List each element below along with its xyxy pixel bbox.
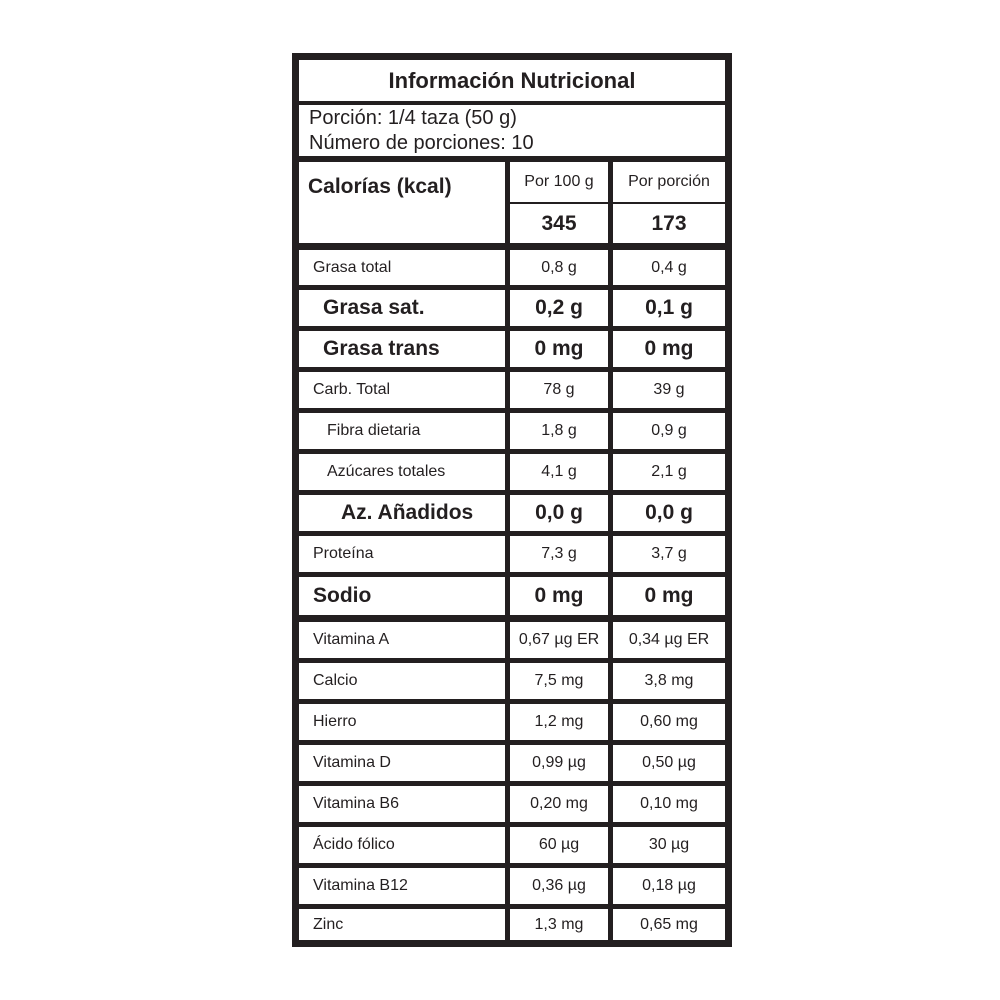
nutrient-perportion-sodium: 0 mg	[613, 577, 725, 615]
column-header-per-portion: Por porción	[613, 162, 725, 202]
nutrient-name-trans-fat: Grasa trans	[299, 331, 505, 367]
nutrient-per100-saturated-fat: 0,2 g	[510, 290, 608, 326]
nutrient-per100-total-sugars: 4,1 g	[510, 454, 608, 490]
serving-size: Porción: 1/4 taza (50 g)	[309, 106, 517, 129]
nutrient-perportion-iron: 0,60 mg	[613, 704, 725, 740]
nutrient-per100-total-fat: 0,8 g	[510, 250, 608, 285]
nutrient-per100-folic-acid: 60 µg	[510, 827, 608, 863]
nutrient-name-vitamin-d: Vitamina D	[299, 745, 505, 781]
nutrient-perportion-trans-fat: 0 mg	[613, 331, 725, 367]
nutrient-per100-vitamin-d: 0,99 µg	[510, 745, 608, 781]
nutrient-perportion-folic-acid: 30 µg	[613, 827, 725, 863]
nutrient-per100-sodium: 0 mg	[510, 577, 608, 615]
nutrient-per100-added-sugars: 0,0 g	[510, 495, 608, 531]
nutrient-name-calcium: Calcio	[299, 663, 505, 699]
nutrient-name-dietary-fiber: Fibra dietaria	[299, 413, 505, 449]
nutrient-per100-protein: 7,3 g	[510, 536, 608, 572]
nutrient-name-saturated-fat: Grasa sat.	[299, 290, 505, 326]
nutrient-per100-vitamin-b6: 0,20 mg	[510, 786, 608, 822]
nutrient-per100-vitamin-a: 0,67 µg ER	[510, 622, 608, 658]
nutrient-perportion-vitamin-a: 0,34 µg ER	[613, 622, 725, 658]
nutrient-perportion-protein: 3,7 g	[613, 536, 725, 572]
nutrient-name-sodium: Sodio	[299, 577, 505, 615]
nutrient-perportion-total-carbs: 39 g	[613, 372, 725, 408]
nutrient-per100-calcium: 7,5 mg	[510, 663, 608, 699]
nutrient-perportion-total-sugars: 2,1 g	[613, 454, 725, 490]
servings-per-container: Número de porciones: 10	[309, 131, 534, 154]
calories-label: Calorías (kcal)	[299, 162, 505, 243]
nutrient-name-folic-acid: Ácido fólico	[299, 827, 505, 863]
nutrient-per100-trans-fat: 0 mg	[510, 331, 608, 367]
calories-per-portion: 173	[613, 204, 725, 243]
nutrient-perportion-added-sugars: 0,0 g	[613, 495, 725, 531]
nutrient-perportion-vitamin-b12: 0,18 µg	[613, 868, 725, 904]
nutrient-name-added-sugars: Az. Añadidos	[299, 495, 505, 531]
nutrient-perportion-vitamin-b6: 0,10 mg	[613, 786, 725, 822]
nutrient-perportion-dietary-fiber: 0,9 g	[613, 413, 725, 449]
nutrient-name-protein: Proteína	[299, 536, 505, 572]
nutrient-perportion-zinc: 0,65 mg	[613, 909, 725, 940]
nutrient-name-vitamin-b12: Vitamina B12	[299, 868, 505, 904]
nutrient-name-iron: Hierro	[299, 704, 505, 740]
nutrient-name-total-fat: Grasa total	[299, 250, 505, 285]
nutrient-per100-zinc: 1,3 mg	[510, 909, 608, 940]
nutrient-name-vitamin-a: Vitamina A	[299, 622, 505, 658]
nutrient-per100-dietary-fiber: 1,8 g	[510, 413, 608, 449]
serving-info	[299, 105, 725, 156]
column-header-per-100g: Por 100 g	[510, 162, 608, 202]
nutrient-per100-vitamin-b12: 0,36 µg	[510, 868, 608, 904]
nutrition-facts-table	[292, 53, 732, 947]
table-title: Información Nutricional	[299, 60, 725, 101]
nutrient-name-total-sugars: Azúcares totales	[299, 454, 505, 490]
nutrient-name-zinc: Zinc	[299, 909, 505, 940]
nutrient-perportion-saturated-fat: 0,1 g	[613, 290, 725, 326]
nutrient-perportion-calcium: 3,8 mg	[613, 663, 725, 699]
nutrient-name-total-carbs: Carb. Total	[299, 372, 505, 408]
nutrient-per100-total-carbs: 78 g	[510, 372, 608, 408]
nutrient-perportion-vitamin-d: 0,50 µg	[613, 745, 725, 781]
nutrient-per100-iron: 1,2 mg	[510, 704, 608, 740]
nutrient-perportion-total-fat: 0,4 g	[613, 250, 725, 285]
nutrient-name-vitamin-b6: Vitamina B6	[299, 786, 505, 822]
calories-per-100g: 345	[510, 204, 608, 243]
